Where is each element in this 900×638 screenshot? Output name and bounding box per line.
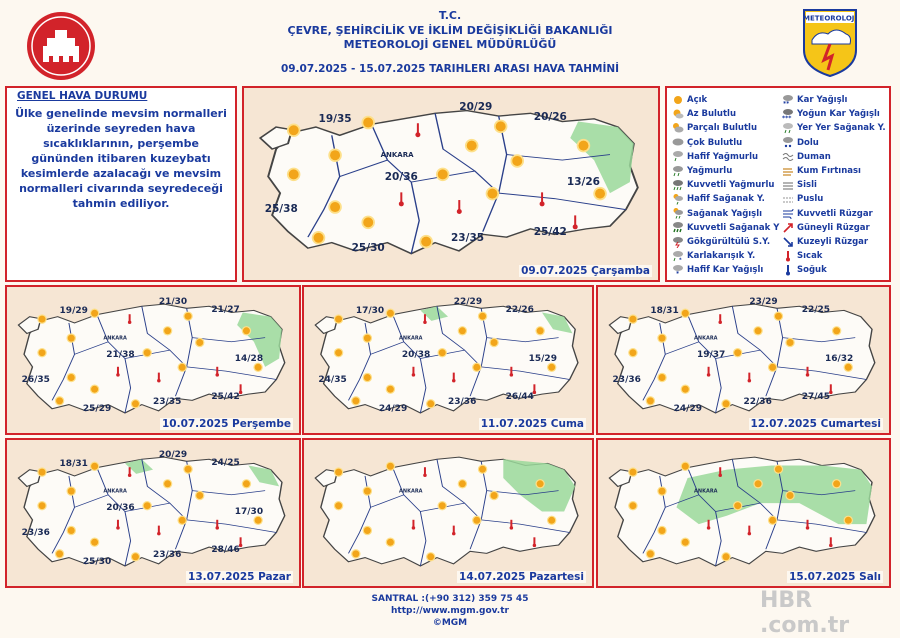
sun-icon	[733, 501, 742, 510]
sun-icon	[681, 462, 690, 471]
temperature-label: 22/29	[453, 297, 483, 308]
temperature-label: 23/36	[612, 374, 641, 385]
day-map-date: 11.07.2025 Cuma	[480, 418, 584, 430]
temperature-label: 22/25	[801, 304, 831, 315]
sun-icon	[163, 479, 172, 488]
sun-icon	[721, 399, 730, 408]
legend-label: Soğuk	[797, 265, 827, 276]
sun-cloud-icon	[672, 108, 684, 120]
temperature-label: 26/44	[505, 392, 534, 403]
sun-icon	[386, 537, 395, 546]
sun-icon	[351, 396, 360, 405]
sun-icon	[312, 231, 326, 245]
sun-icon	[363, 486, 372, 495]
legend-label: Puslu	[797, 194, 824, 205]
legend-label: Gökgürültülü S.Y.	[687, 237, 771, 247]
sun-icon	[535, 326, 544, 335]
sun-icon	[785, 491, 794, 500]
legend-item	[672, 93, 707, 107]
legend-item	[672, 235, 770, 249]
sun-icon	[163, 326, 172, 335]
sun-icon	[55, 549, 64, 558]
sun-icon	[657, 526, 666, 535]
temperature-label: 25/42	[211, 392, 240, 403]
sun-icon	[681, 384, 690, 393]
legend-item	[782, 150, 831, 164]
sun-icon	[334, 467, 343, 476]
sun-icon	[438, 348, 447, 357]
temperature-label: 18/31	[59, 458, 88, 469]
sun-icon	[774, 311, 783, 320]
sun-icon	[37, 314, 46, 323]
mgm-logo-icon	[800, 6, 860, 78]
sun-icon	[131, 552, 140, 561]
day-map-date: 13.07.2025 Pazar	[188, 571, 291, 583]
sun-icon	[438, 501, 447, 510]
temperature-label: 20/38	[401, 349, 431, 360]
weather-legend	[665, 86, 891, 282]
sun-icon	[628, 501, 637, 510]
sun-icon	[426, 399, 435, 408]
sun-icon	[486, 187, 500, 201]
sun-icon	[90, 384, 99, 393]
temperature-label: 23/36	[21, 527, 50, 538]
sun-icon	[753, 326, 762, 335]
legend-label: Kuvvetli Rüzgar	[797, 208, 873, 219]
legend-item	[782, 192, 823, 206]
sun-icon	[131, 399, 140, 408]
sun-icon	[37, 467, 46, 476]
sun-icon	[242, 326, 251, 335]
sun-icon	[458, 479, 467, 488]
legend-item	[672, 221, 779, 235]
sun-icon	[681, 309, 690, 318]
temperature-label: 19/37	[696, 349, 726, 360]
sun-icon	[142, 501, 151, 510]
legend-label: Hafif Yağmurlu	[687, 151, 759, 162]
smoke-icon	[782, 150, 794, 162]
sun-icon	[458, 326, 467, 335]
legend-item	[672, 192, 765, 206]
sun-icon	[489, 338, 498, 347]
temperature-label: 23/35	[153, 396, 182, 407]
sun-icon	[363, 373, 372, 382]
sun-icon	[785, 338, 794, 347]
temperature-label: 21/27	[211, 304, 240, 315]
footer-copyright: ©MGM	[432, 618, 468, 628]
sun-icon	[426, 552, 435, 561]
sun-icon	[386, 384, 395, 393]
temperature-label: 20/29	[459, 101, 493, 114]
temperature-label: 16/32	[824, 354, 854, 365]
sun-icon	[768, 516, 777, 525]
temperature-label: 21/38	[106, 349, 135, 360]
sun-icon	[774, 464, 783, 473]
cold-icon	[782, 264, 794, 276]
sun-icon	[287, 168, 301, 182]
cloud-icon	[672, 136, 684, 148]
day-map-saturday	[596, 285, 891, 435]
legend-item	[672, 150, 758, 164]
temperature-label: 27/45	[801, 392, 831, 403]
svg-text:***: ***	[782, 114, 792, 120]
temperature-label: 19/29	[59, 305, 88, 316]
sun-icon	[832, 479, 841, 488]
temperature-label: 24/35	[318, 374, 347, 385]
strong-wind-icon	[782, 207, 794, 219]
temperature-label: 14/28	[234, 354, 264, 365]
temperature-label: 17/30	[234, 507, 264, 518]
sun-icon	[478, 311, 487, 320]
sun-icon	[465, 139, 479, 153]
temperature-label: 17/30	[355, 305, 385, 316]
sun-icon	[334, 501, 343, 510]
legend-item	[782, 93, 847, 107]
temperature-label: 20/26	[533, 111, 567, 124]
sun-icon	[628, 467, 637, 476]
sun-icon	[844, 516, 853, 525]
temperature-label: 13/26	[566, 176, 600, 189]
footer-phone: SANTRAL :(+90 312) 359 75 45	[371, 594, 529, 604]
sun-icon	[195, 491, 204, 500]
legend-label: Az Bulutlu	[687, 109, 737, 120]
sun-icon	[37, 501, 46, 510]
sun-icon	[242, 479, 251, 488]
svg-text:*: *	[676, 270, 680, 276]
snow-icon	[782, 94, 794, 106]
legend-label: Çok Bulutlu	[687, 137, 743, 148]
sun-icon	[363, 526, 372, 535]
legend-item	[672, 107, 736, 121]
sun-icon	[657, 486, 666, 495]
sun-icon	[535, 479, 544, 488]
fog-icon	[782, 179, 794, 191]
header-tc: T.C.	[438, 9, 462, 22]
watermark: HBR .com.tr	[760, 588, 850, 638]
general-weather-text: Ülke genelinde mevsim normalleri üzerinde seyreden hava sıcaklıklarının, perşembe gününden itibaren kuzeybatı kesimlerde azalacağı ve mevsim normalleri civarında seyredeceği tahmin ediliyor.	[15, 107, 227, 210]
legend-item	[672, 178, 774, 192]
sun-icon	[733, 348, 742, 357]
partly-cloudy-icon	[672, 122, 684, 134]
legend-item	[782, 164, 861, 178]
sun-icon	[183, 311, 192, 320]
temperature-label: 24/29	[673, 403, 702, 414]
sun-icon	[328, 200, 342, 214]
sun-icon	[142, 348, 151, 357]
south-wind-icon	[782, 221, 794, 233]
city-label-ankara: ANKARA	[103, 335, 127, 342]
legend-item	[672, 136, 742, 150]
legend-item	[782, 107, 880, 121]
sun-icon	[287, 123, 301, 137]
sun-icon	[646, 396, 655, 405]
general-weather-panel	[5, 86, 237, 282]
temperature-label: 25/30	[82, 556, 112, 567]
sandstorm-icon	[782, 165, 794, 177]
sun-icon	[593, 187, 607, 201]
city-label-ankara: ANKARA	[399, 335, 423, 342]
temperature-label: 19/35	[318, 112, 352, 125]
legend-label: Kum Fırtınası	[797, 166, 861, 176]
sun-icon	[37, 348, 46, 357]
haze-icon	[782, 193, 794, 205]
legend-label: Duman	[797, 151, 831, 162]
legend-item	[782, 136, 819, 150]
legend-item	[782, 121, 886, 135]
sun-icon	[90, 309, 99, 318]
temperature-label: 24/29	[378, 403, 408, 414]
legend-label: Parçalı Bulutlu	[687, 123, 758, 134]
legend-label: Karlakarışık Y.	[687, 251, 756, 262]
hot-icon	[782, 250, 794, 262]
legend-label: Kuvvetli Yağmurlu	[687, 180, 775, 191]
temperature-label: 23/36	[153, 549, 182, 560]
legend-label: Sisli	[797, 180, 817, 191]
sleet-icon	[672, 250, 684, 262]
temperature-label: 25/38	[264, 203, 298, 216]
legend-label: Kuzeyli Rüzgar	[797, 237, 869, 247]
sun-icon	[753, 479, 762, 488]
legend-label: Sıcak	[797, 251, 823, 262]
temperature-label: 25/42	[533, 226, 567, 239]
city-label-ankara: ANKARA	[380, 151, 414, 160]
legend-label: Güneyli Rüzgar	[797, 222, 870, 233]
legend-label: Hafif Kar Yağışlı	[687, 265, 764, 276]
day-map-tuesday	[596, 438, 891, 588]
sun-icon	[628, 314, 637, 323]
legend-item	[782, 178, 817, 192]
legend-item	[672, 249, 755, 263]
header-forecast-range: 09.07.2025 - 15.07.2025 TARIHLERI ARASI HAVA TAHMİNİ	[280, 63, 620, 75]
temperature-label: 24/25	[211, 457, 240, 468]
day-map-thursday	[5, 285, 301, 435]
sun-icon	[628, 348, 637, 357]
legend-label: Yoğun Kar Yağışlı	[797, 109, 880, 120]
temperature-label: 28/46	[211, 545, 240, 556]
legend-item	[672, 263, 763, 277]
heavy-rain-icon	[672, 179, 684, 191]
sun-icon	[55, 396, 64, 405]
sun-icon	[832, 326, 841, 335]
sun-icon	[67, 526, 76, 535]
temperature-label: 20/36	[106, 502, 135, 513]
city-label-ankara: ANKARA	[103, 488, 127, 495]
sun-icon	[721, 552, 730, 561]
sun-icon	[67, 373, 76, 382]
sun-icon	[334, 348, 343, 357]
sun-icon	[361, 116, 375, 130]
temperature-label: 25/29	[82, 403, 112, 414]
header-ministry: ÇEVRE, ŞEHİRCİLİK VE İKLİM DEĞİŞİKLİĞİ BAKANLIĞI	[287, 24, 613, 37]
legend-label: Dolu	[797, 137, 819, 148]
temperature-label: 21/30	[158, 297, 188, 308]
footer-website-link[interactable]: http://www.mgm.gov.tr	[391, 606, 509, 616]
sun-icon	[90, 462, 99, 471]
scattered-shower-icon	[782, 122, 794, 134]
sun-icon	[90, 537, 99, 546]
sun-icon	[67, 486, 76, 495]
turkey-map	[598, 440, 889, 586]
svg-text:*: *	[679, 257, 682, 262]
main-forecast-map	[242, 86, 660, 282]
day-map-friday	[302, 285, 594, 435]
sun-icon	[386, 309, 395, 318]
north-wind-icon	[782, 236, 794, 248]
legend-item	[672, 207, 762, 221]
logo-text: METEOROLOJİ	[803, 14, 857, 23]
legend-item	[672, 164, 732, 178]
light-rain-icon	[672, 150, 684, 162]
sun-icon	[657, 333, 666, 342]
legend-label: Sağanak Yağışlı	[687, 208, 763, 219]
sun-icon	[489, 491, 498, 500]
temperature-label: 18/31	[650, 305, 679, 316]
sun-icon	[768, 363, 777, 372]
day-map-date: 12.07.2025 Cumartesi	[750, 418, 881, 430]
sun-icon	[195, 338, 204, 347]
temperature-label: 23/36	[448, 396, 477, 407]
city-label-ankara: ANKARA	[694, 335, 718, 342]
hail-icon	[782, 136, 794, 148]
legend-label: Açık	[687, 95, 708, 105]
sun-icon	[334, 314, 343, 323]
temperature-label: 26/35	[21, 374, 50, 385]
sun-icon	[177, 363, 186, 372]
legend-item	[782, 221, 870, 235]
sun-icon	[386, 462, 395, 471]
sun-icon	[494, 120, 508, 133]
sun-icon	[681, 537, 690, 546]
sun-icon	[478, 464, 487, 473]
legend-item	[782, 235, 868, 249]
sun-icon	[177, 516, 186, 525]
turkey-map	[304, 440, 592, 586]
temperature-label: 23/29	[749, 297, 778, 308]
temperature-label: 20/36	[384, 170, 418, 183]
temperature-label: 23/35	[451, 232, 485, 244]
legend-label: Kar Yağışlı	[797, 95, 848, 105]
day-map-monday	[302, 438, 594, 588]
header-directorate: METEOROLOJİ GENEL MÜDÜRLÜĞÜ	[343, 38, 557, 51]
legend-item	[782, 207, 873, 221]
legend-item	[782, 263, 827, 277]
legend-item	[672, 121, 757, 135]
sun-icon	[646, 549, 655, 558]
heavy-snow-icon	[782, 108, 794, 120]
sun-icon	[363, 333, 372, 342]
day-map-date: 14.07.2025 Pazartesi	[459, 571, 584, 583]
sun-icon	[436, 168, 450, 182]
rain-icon	[672, 165, 684, 177]
general-weather-title: GENEL HAVA DURUMU	[17, 90, 148, 102]
heavy-shower-icon	[672, 221, 684, 233]
temperature-label: 22/36	[743, 396, 772, 407]
sun-icon	[67, 333, 76, 342]
city-label-ankara: ANKARA	[694, 488, 718, 495]
sun-icon	[510, 154, 524, 168]
sun-icon	[577, 139, 591, 153]
temperature-label: 20/29	[158, 450, 188, 461]
temperature-label: 15/29	[528, 354, 557, 365]
temperature-label: 25/30	[351, 241, 385, 254]
sun-icon	[419, 235, 433, 249]
day-map-date: 10.07.2025 Perşembe	[161, 418, 291, 430]
sun-icon	[547, 516, 556, 525]
temperature-label: 22/26	[505, 304, 534, 315]
svg-text:**: **	[783, 100, 790, 106]
shower-icon	[672, 207, 684, 219]
sun-icon	[472, 363, 481, 372]
legend-label: Kuvvetli Sağanak Y	[687, 222, 780, 233]
legend-label: Yağmurlu	[687, 166, 733, 176]
legend-item	[782, 249, 822, 263]
light-snow-icon	[672, 264, 684, 276]
legend-label: Hafif Sağanak Y.	[687, 194, 765, 205]
day-map-sunday	[5, 438, 301, 588]
sun-icon	[328, 148, 342, 162]
city-label-ankara: ANKARA	[399, 488, 423, 495]
sun-icon	[183, 464, 192, 473]
sun-icon	[361, 216, 375, 230]
sun-icon	[472, 516, 481, 525]
sun-icon	[657, 373, 666, 382]
thunder-icon	[672, 236, 684, 248]
day-map-date: 15.07.2025 Salı	[789, 571, 881, 583]
light-shower-icon	[672, 193, 684, 205]
legend-label: Yer Yer Sağanak Y.	[797, 123, 886, 134]
main-map-date: 09.07.2025 Çarşamba	[521, 265, 650, 277]
sun-icon	[672, 94, 684, 106]
sun-icon	[351, 549, 360, 558]
